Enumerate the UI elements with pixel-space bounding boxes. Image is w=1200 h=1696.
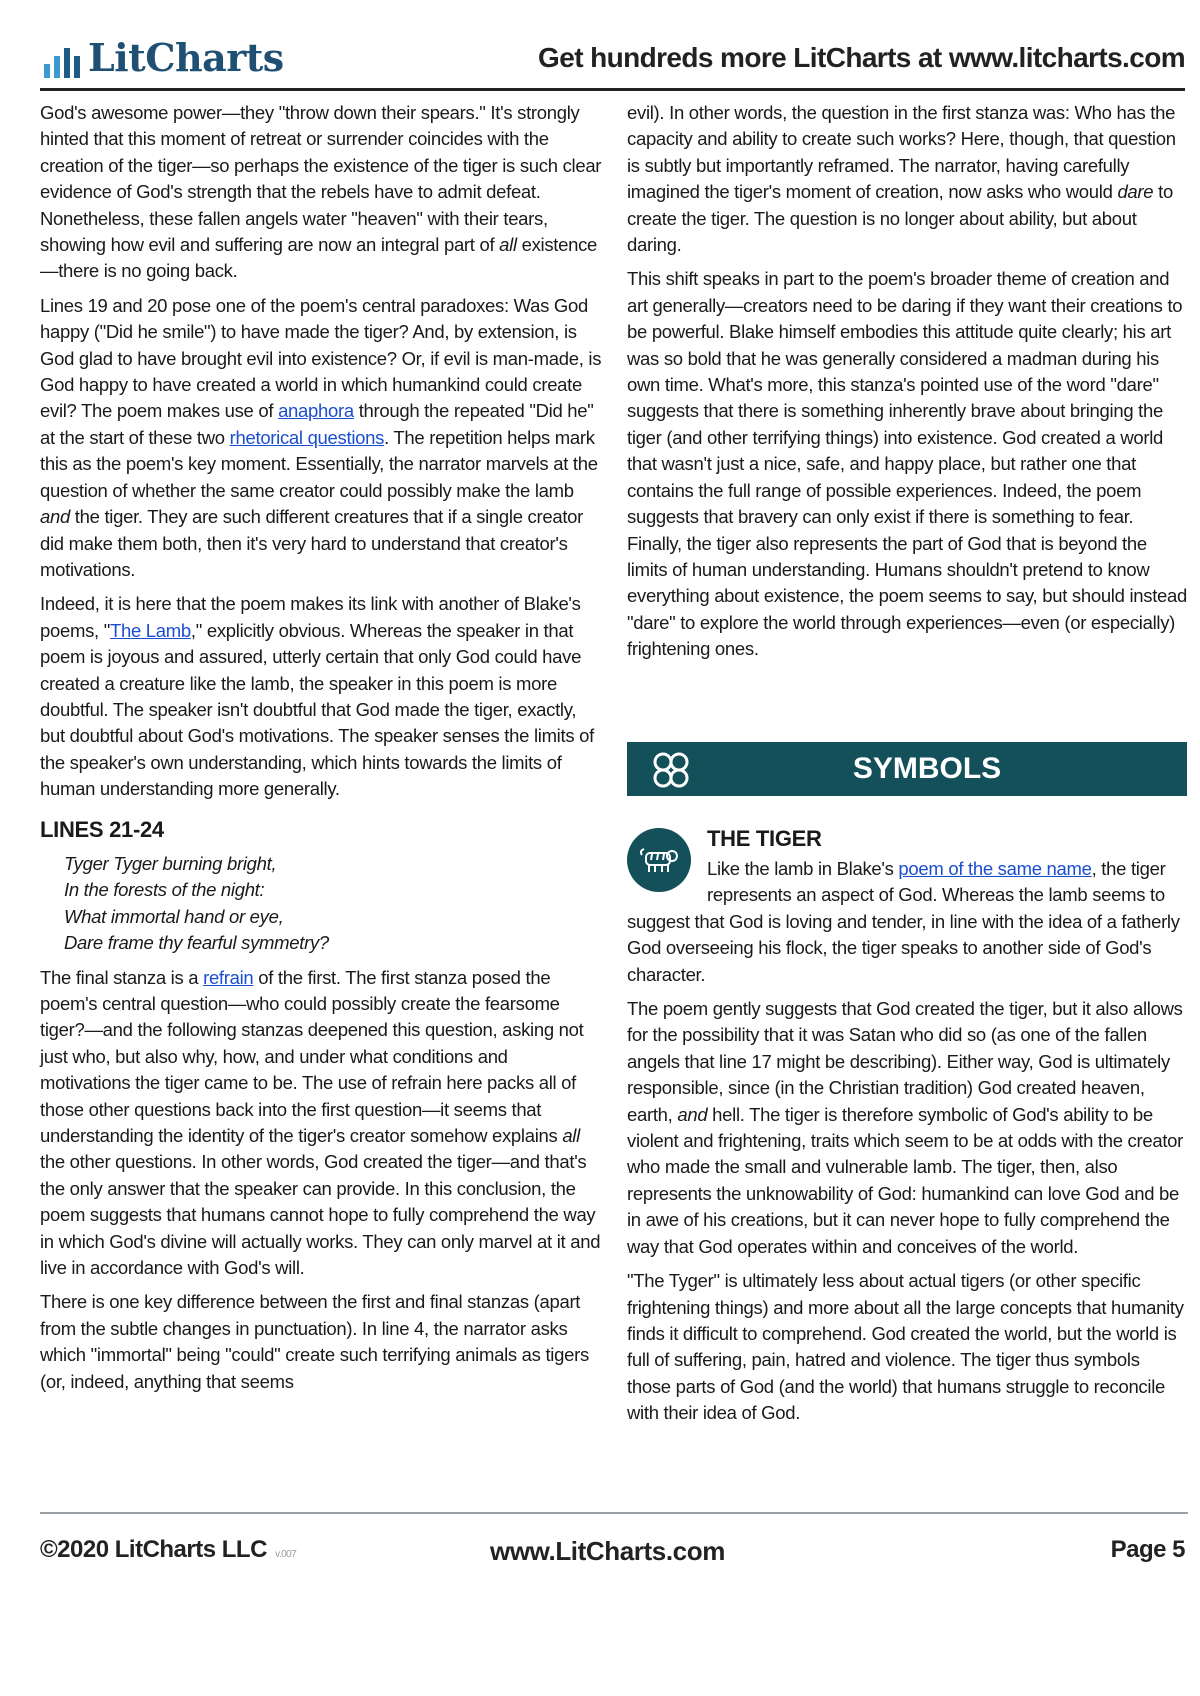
tiger-icon: [627, 828, 691, 892]
paragraph: The poem gently suggests that God created the tiger, but it also allows for the possibility that it was Satan who did so (as one of the fallen angels that line 17 might be describing). Either way, God is ultimately responsible, since (in the Christian tradition) God created heaven, earth, and hell. The tiger is therefore symbolic of God's ability to be violent and frightening, traits which seem to be at odds with the creator who made the small and vulnerable lamb. The tiger, then, also represents the unknowability of God: humankind can love God and be in awe of his creations, but it can never hope to fully comprehend the way that God operates within and conceives of the world.: [627, 998, 1184, 1257]
page-number: Page 5: [1110, 1536, 1185, 1563]
poem-of-same-name-link[interactable]: poem of the same name: [898, 858, 1092, 879]
paragraph: Indeed, it is here that the poem makes its link with another of Blake's poems, "The Lamb," explicitly obvious. Whereas the speaker in that poem is joyous and assured, utterly certain that only God could have created a creature like the lamb, the speaker in this poem is more doubtful. The speaker isn't doubtful that God made the tiger, exactly, but doubtful about God's motivations. The speaker senses the limits of the speaker's own understanding, which hints towards the limits of human understanding more generally.: [40, 593, 594, 800]
tiger-symbol-section: [627, 826, 1187, 1435]
version-label: v.007: [275, 1549, 297, 1560]
poem-excerpt: [64, 851, 602, 957]
paragraph: This shift speaks in part to the poem's broader theme of creation and art generally—creators need to be daring if they want their creations to be powerful. Blake himself embodies this attitude quite clearly; his art was so bold that he was generally considered a madman during his own time. What's more, this stanza's pointed use of the word "dare" suggests that there is something inherently brave about bringing the tiger (and other terrifying things) into existence. God created a world that wasn't just a nice, safe, and happy place, but rather one that contains the full range of possible experiences. Indeed, the poem suggests that bravery can only exist if there is something to fear. Finally, the tiger also represents the part of God that is beyond the limits of human understanding. Humans shouldn't pretend to know everything about existence, the poem seems to say, but should instead "dare" to explore the world through experiences—even (or especially) frightening ones.: [627, 268, 1188, 660]
anaphora-link[interactable]: anaphora: [278, 400, 354, 422]
poem-line: Dare frame thy fearful symmetry?: [64, 932, 329, 954]
tiger-glyph: [638, 845, 680, 875]
symbols-title: SYMBOLS: [852, 752, 1002, 785]
tiger-heading: THE TIGER: [707, 826, 822, 851]
right-column: [627, 100, 1187, 671]
paragraph: evil). In other words, the question in the first stanza was: Who has the capacity and ability to create such works? Here, though, that question is subtly but importantly reframed. The narrator, having carefully imagined the tiger's moment of creation, now asks who would dare to create the tiger. The question is no longer about ability, but about daring.: [627, 102, 1176, 256]
litcharts-logo[interactable]: [44, 35, 284, 80]
paragraph: Like the lamb in Blake's poem of the same name, the tiger represents an aspect of God. Whereas the lamb seems to suggest that God is loving and tender, in line with the idea of a fatherly God overseeing his flock, the tiger speaks to another side of God's character.: [627, 858, 1180, 985]
rhetorical-questions-link[interactable]: rhetorical questions: [229, 426, 385, 448]
section-heading: LINES 21-24: [40, 816, 164, 842]
paragraph: Lines 19 and 20 pose one of the poem's central paradoxes: Was God happy ("Did he smile") to have made the tiger? And, by extension, is God glad to have brought evil into existence? Or, if evil is man-made, is God happy to have created a world in which humankind could create evil? The poem makes use of anaphora through the repeated "Did he" at the start of these two rhetorical questions. The repetition helps mark this as the poem's key moment. Essentially, the narrator marvels at the question of whether the same creator could possibly make the lamb and the tiger. They are such different creatures that if a single creator did make them both, then it's very hard to understand that creator's motivations.: [40, 294, 602, 580]
page-header: [40, 35, 1185, 91]
paragraph: The final stanza is a refrain of the first. The first stanza posed the poem's central question—who could possibly create the fearsome tiger?—and the following stanzas deepened this question, asking not just who, but also why, how, and under what conditions and motivations the tiger came to be. The use of refrain here packs all of those other questions back into the first question—it seems that understanding the identity of the tiger's creator somehow explains all the other questions. In other words, God created the tiger—and that's the only answer that the speaker can provide. In this conclusion, the poem suggests that humans cannot hope to fully comprehend the way in which God's divine will actually works. They can only marvel at it and live in accordance with God's will.: [40, 966, 601, 1279]
poem-line: In the forests of the night:: [64, 879, 265, 901]
paragraph: God's awesome power—they "throw down their spears." It's strongly hinted that this moment of retreat or surrender coincides with the creation of the tiger—so perhaps the existence of the tiger is such clear evidence of God's strength that the rebels have to admit defeat. Nonetheless, these fallen angels water "heaven" with their tears, showing how evil and suffering are now an integral part of all existence—there is no going back.: [40, 102, 602, 282]
left-column: [40, 100, 602, 1403]
paragraph: There is one key difference between the first and final stanzas (apart from the subtle changes in punctuation). In line 4, the narrator asks which "immortal" being "could" create such terrifying animals as tigers (or, indeed, anything that seems: [40, 1291, 589, 1392]
symbols-section-banner: [627, 742, 1187, 796]
poem-line: Tyger Tyger burning bright,: [64, 852, 277, 874]
header-promo-link[interactable]: Get hundreds more LitCharts at www.litcharts.com: [538, 42, 1185, 73]
paragraph: "The Tyger" is ultimately less about actual tigers (or other specific frightening things) and more about all the large concepts that humanity finds it difficult to comprehend. God created the world, but the world is full of suffering, pain, hatred and violence. The tiger thus symbols those parts of God (and the world) that humans struggle to reconcile with their idea of God.: [627, 1270, 1184, 1424]
logo-bars-icon: [44, 48, 80, 78]
footer-site-link[interactable]: www.LitCharts.com: [490, 1536, 725, 1566]
logo-text: LitCharts: [88, 35, 284, 80]
refrain-link[interactable]: refrain: [203, 966, 254, 988]
poem-line: What immortal hand or eye,: [64, 905, 284, 927]
footer-divider: [40, 1512, 1188, 1514]
footer-copyright: ©2020 LitCharts LLC v.007: [40, 1536, 297, 1563]
the-lamb-link[interactable]: The Lamb: [109, 619, 191, 641]
